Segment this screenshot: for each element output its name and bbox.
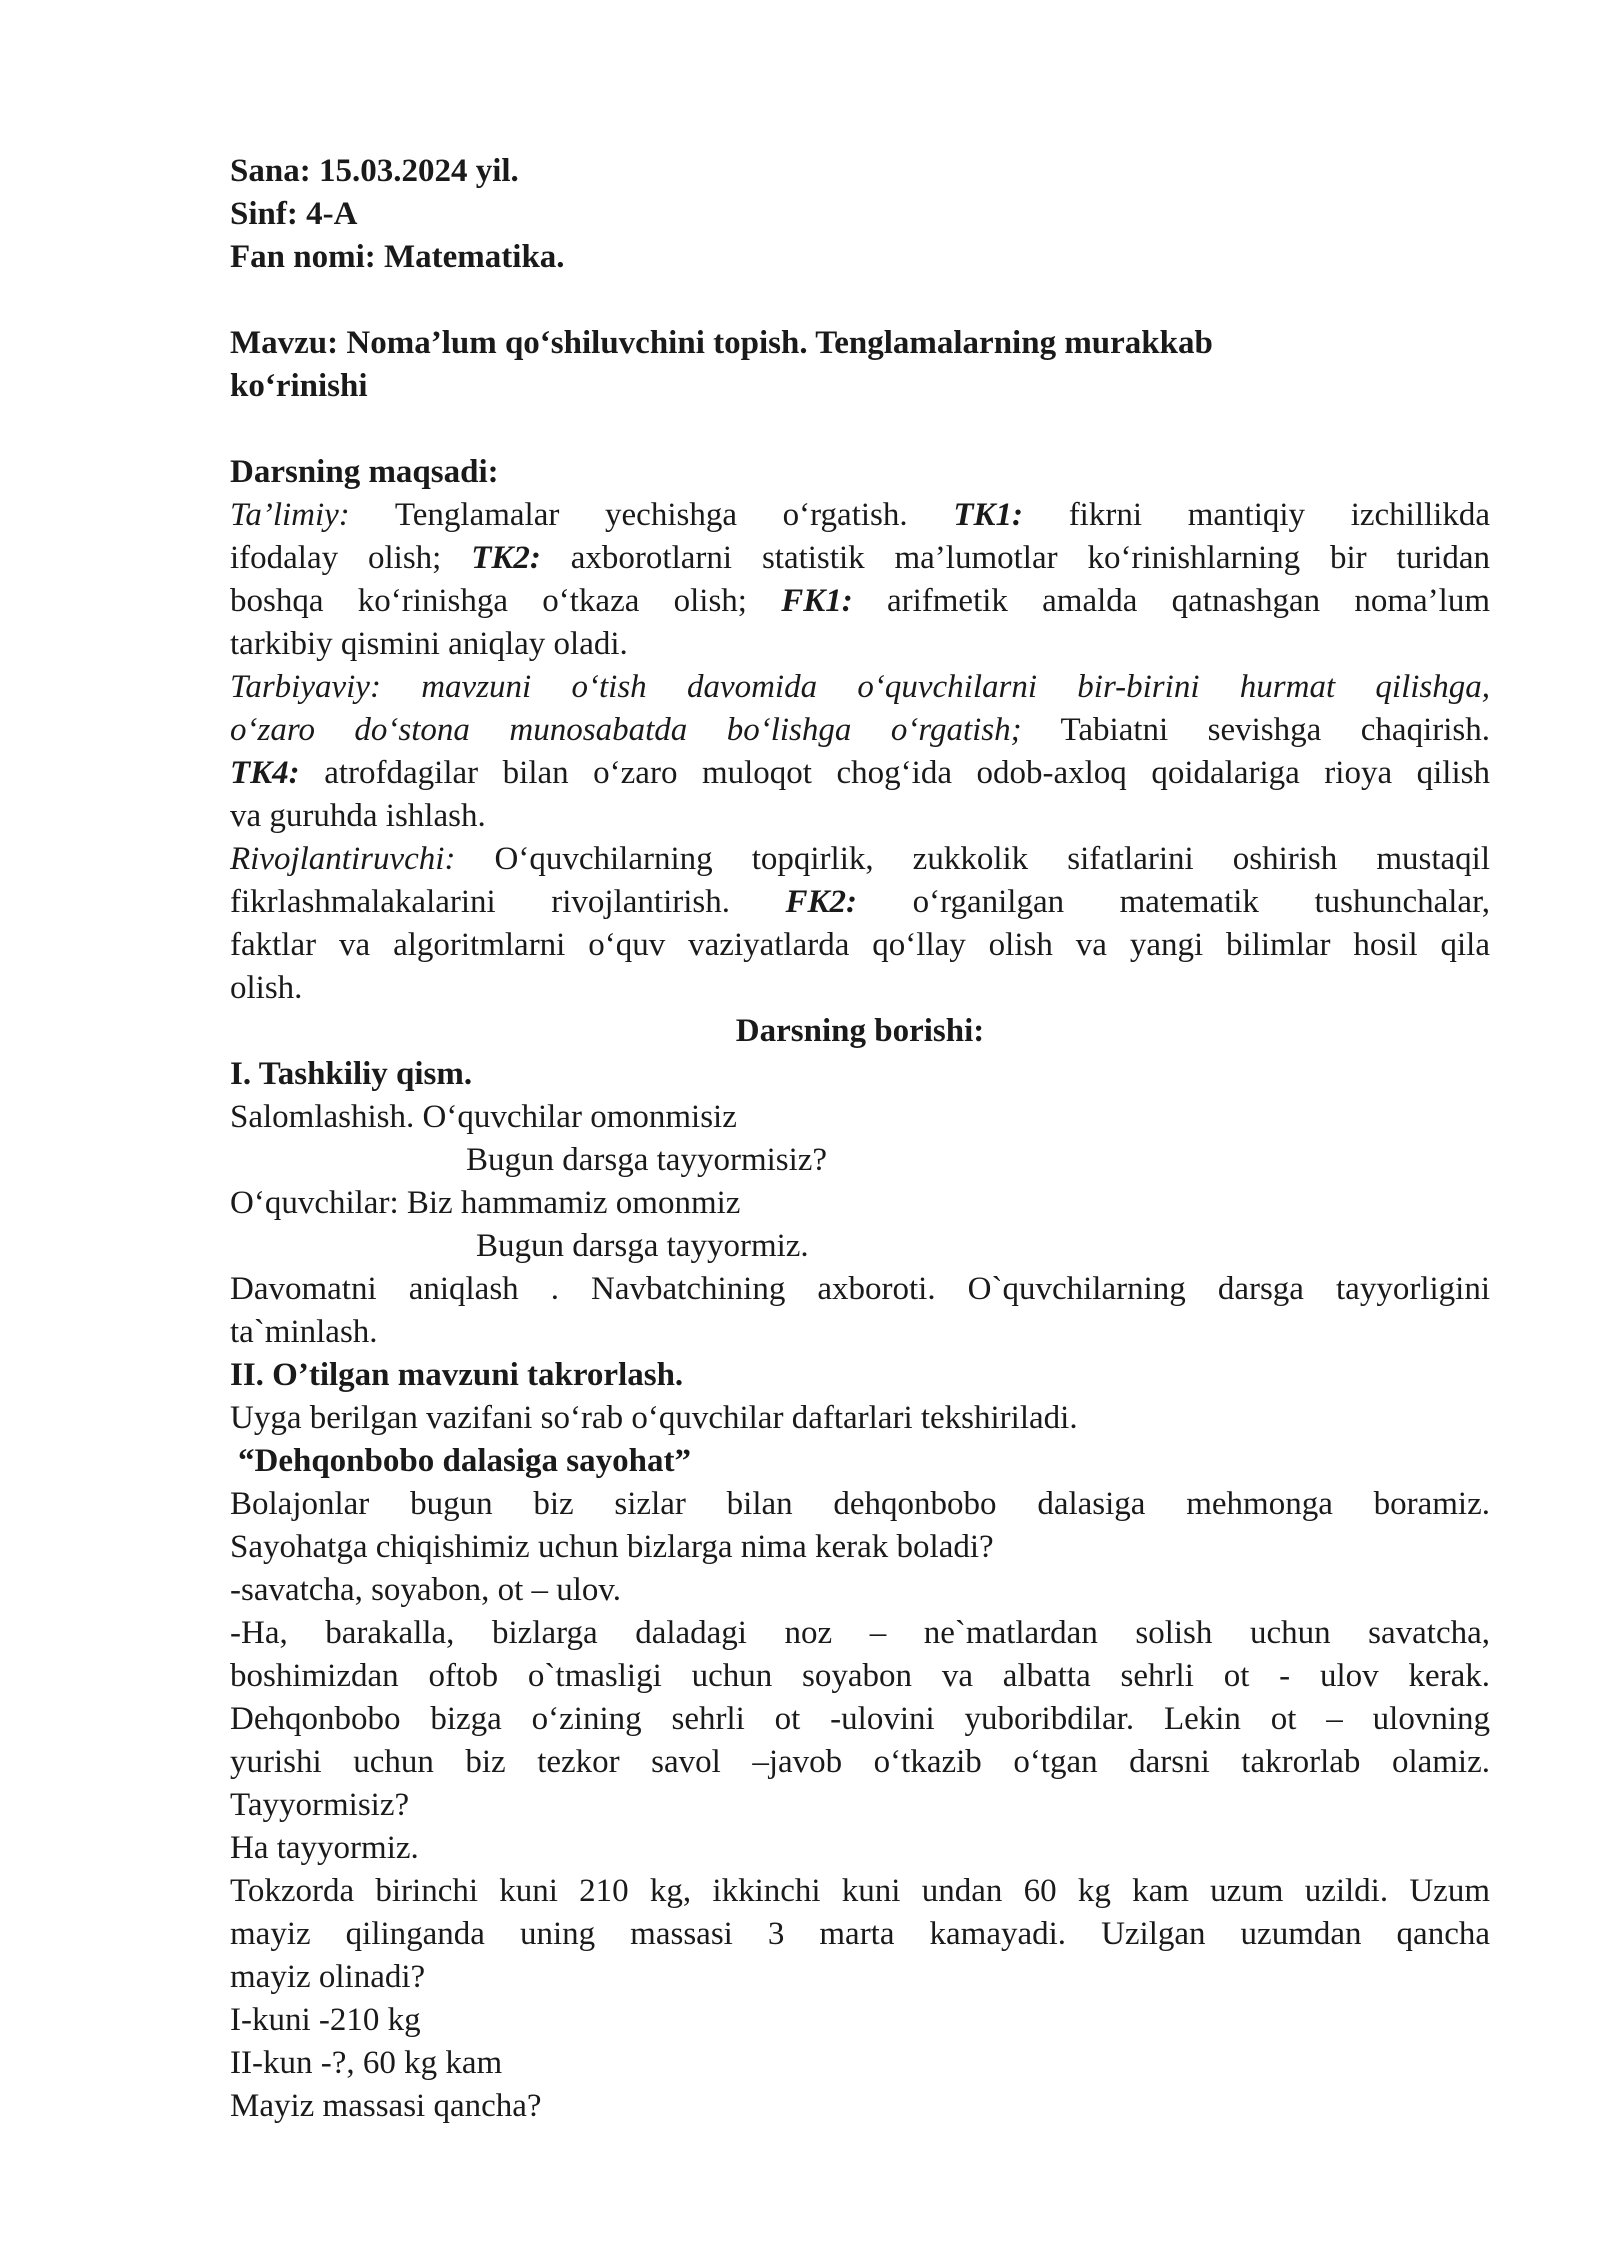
goals-line xyxy=(230,752,1490,795)
goal-text: O‘quvchilarning topqirlik, zukkolik sifatlarini oshirish mustaqil xyxy=(455,841,1490,877)
goals-line xyxy=(230,580,1490,623)
lesson-topic-line1: Mavzu: Noma’lum qo‘shiluvchini topish. Tenglamalarning murakkab xyxy=(230,325,1213,361)
goals-line xyxy=(230,537,1490,580)
goal-code-tk2: TK2: xyxy=(471,540,541,576)
goal-text: boshqa ko‘rinishga o‘tkaza olish; xyxy=(230,583,782,619)
body-line: ta`minlash. xyxy=(230,1314,378,1350)
body-line: II-kun -?, 60 kg kam xyxy=(230,2045,503,2081)
body-line: mayiz olinadi? xyxy=(230,1959,426,1995)
goals-heading: Darsning maqsadi: xyxy=(230,454,499,490)
goal-text: o‘rganilgan matematik tushunchalar, xyxy=(857,884,1490,920)
body-line: -Ha, barakalla, bizlarga daladagi noz – ne`matlardan solish uchun savatcha, xyxy=(230,1615,1490,1651)
goal-label-talimiy: Ta’limiy: xyxy=(230,497,350,533)
goals-line xyxy=(230,881,1490,924)
section-title-review: II. O’tilgan mavzuni takrorlash. xyxy=(230,1357,684,1393)
spacer xyxy=(230,408,1490,451)
body-line: Mayiz massasi qancha? xyxy=(230,2088,542,2124)
goals-line xyxy=(230,709,1490,752)
lesson-date: Sana: 15.03.2024 yil. xyxy=(230,153,519,189)
body-line: yurishi uchun biz tezkor savol –javob o‘tkazib o‘tgan darsni takrorlab olamiz. xyxy=(230,1744,1490,1780)
body-line: O‘quvchilar: Biz hammamiz omonmiz xyxy=(230,1185,741,1221)
body-line: Davomatni aniqlash . Navbatchining axboroti. O`quvchilarning darsga tayyorligini xyxy=(230,1271,1490,1307)
goal-code-fk2: FK2: xyxy=(785,884,858,920)
goals-line: tarkibiy qismini aniqlay oladi. xyxy=(230,626,628,662)
goals-line xyxy=(230,838,1490,881)
goals-line xyxy=(230,494,1490,537)
goal-code-tk1: TK1: xyxy=(953,497,1023,533)
goal-text: ifodalay olish; xyxy=(230,540,472,576)
body-line: boshimizdan oftob o`tmasligi uchun soyabon va albatta sehrli ot - ulov kerak. xyxy=(230,1658,1490,1694)
goal-text: fikrni mantiqiy izchillikda xyxy=(1023,497,1491,533)
lesson-progress-heading: Darsning borishi: xyxy=(735,1013,985,1049)
lesson-subject: Fan nomi: Matematika. xyxy=(230,239,565,275)
lesson-topic-line2: ko‘rinishi xyxy=(230,368,368,404)
document-page xyxy=(230,150,1490,2128)
goal-text: axborotlarni statistik ma’lumotlar ko‘rinishlarning bir turidan xyxy=(540,540,1491,576)
goal-text: atrofdagilar bilan o‘zaro muloqot chog‘ida odob-axloq qoidalariga rioya qilish xyxy=(299,755,1490,791)
goal-text-italic: o‘zaro do‘stona munosabatda bo‘lishga o‘rgatish; xyxy=(230,712,1022,748)
lesson-class: Sinf: 4-A xyxy=(230,196,358,232)
goal-code-tk4: TK4: xyxy=(230,755,300,791)
goals-line: olish. xyxy=(230,970,303,1006)
section-title-organizational: I. Tashkiliy qism. xyxy=(230,1056,473,1092)
goal-text: fikrlashmalakalarini rivojlantirish. xyxy=(230,884,786,920)
goal-text: arifmetik amalda qatnashgan noma’lum xyxy=(852,583,1490,619)
goal-text: Tenglamalar yechishga o‘rgatish. xyxy=(349,497,954,533)
body-line: Tokzorda birinchi kuni 210 kg, ikkinchi kuni undan 60 kg kam uzum uzildi. Uzum xyxy=(230,1873,1490,1909)
body-line: I-kuni -210 kg xyxy=(230,2002,421,2038)
body-line: Tayyormisiz? xyxy=(230,1787,410,1823)
goals-line: faktlar va algoritmlarni o‘quv vaziyatlarda qo‘llay olish va yangi bilimlar hosil qila xyxy=(230,927,1490,963)
body-line: -savatcha, soyabon, ot – ulov. xyxy=(230,1572,622,1608)
body-line: mayiz qilinganda uning massasi 3 marta kamayadi. Uzilgan uzumdan qancha xyxy=(230,1916,1490,1952)
goals-line: va guruhda ishlash. xyxy=(230,798,486,834)
goal-code-fk1: FK1: xyxy=(781,583,853,619)
body-line: Bugun darsga tayyormiz. xyxy=(476,1228,809,1264)
goal-tarbiyaviy: Tarbiyaviy: mavzuni o‘tish davomida o‘quvchilarni bir-birini hurmat qilishga, xyxy=(230,669,1490,705)
goal-text: Tabiatni sevishga chaqirish. xyxy=(1021,712,1490,748)
goal-label-rivojlantiruvchi: Rivojlantiruvchi: xyxy=(230,841,456,877)
body-line: Sayohatga chiqishimiz uchun bizlarga nima kerak boladi? xyxy=(230,1529,994,1565)
body-line: Salomlashish. O‘quvchilar omonmisiz xyxy=(230,1099,737,1135)
body-line: Dehqonbobo bizga o‘zining sehrli ot -ulovini yuboribdilar. Lekin ot – ulovning xyxy=(230,1701,1490,1737)
activity-title: “Dehqonbobo dalasiga sayohat” xyxy=(238,1443,691,1479)
body-line: Uyga berilgan vazifani so‘rab o‘quvchilar daftarlari tekshiriladi. xyxy=(230,1400,1078,1436)
body-line: Ha tayyormiz. xyxy=(230,1830,419,1866)
body-line: Bugun darsga tayyormisiz? xyxy=(466,1142,828,1178)
body-line: Bolajonlar bugun biz sizlar bilan dehqonbobo dalasiga mehmonga boramiz. xyxy=(230,1486,1490,1522)
spacer xyxy=(230,279,1490,322)
